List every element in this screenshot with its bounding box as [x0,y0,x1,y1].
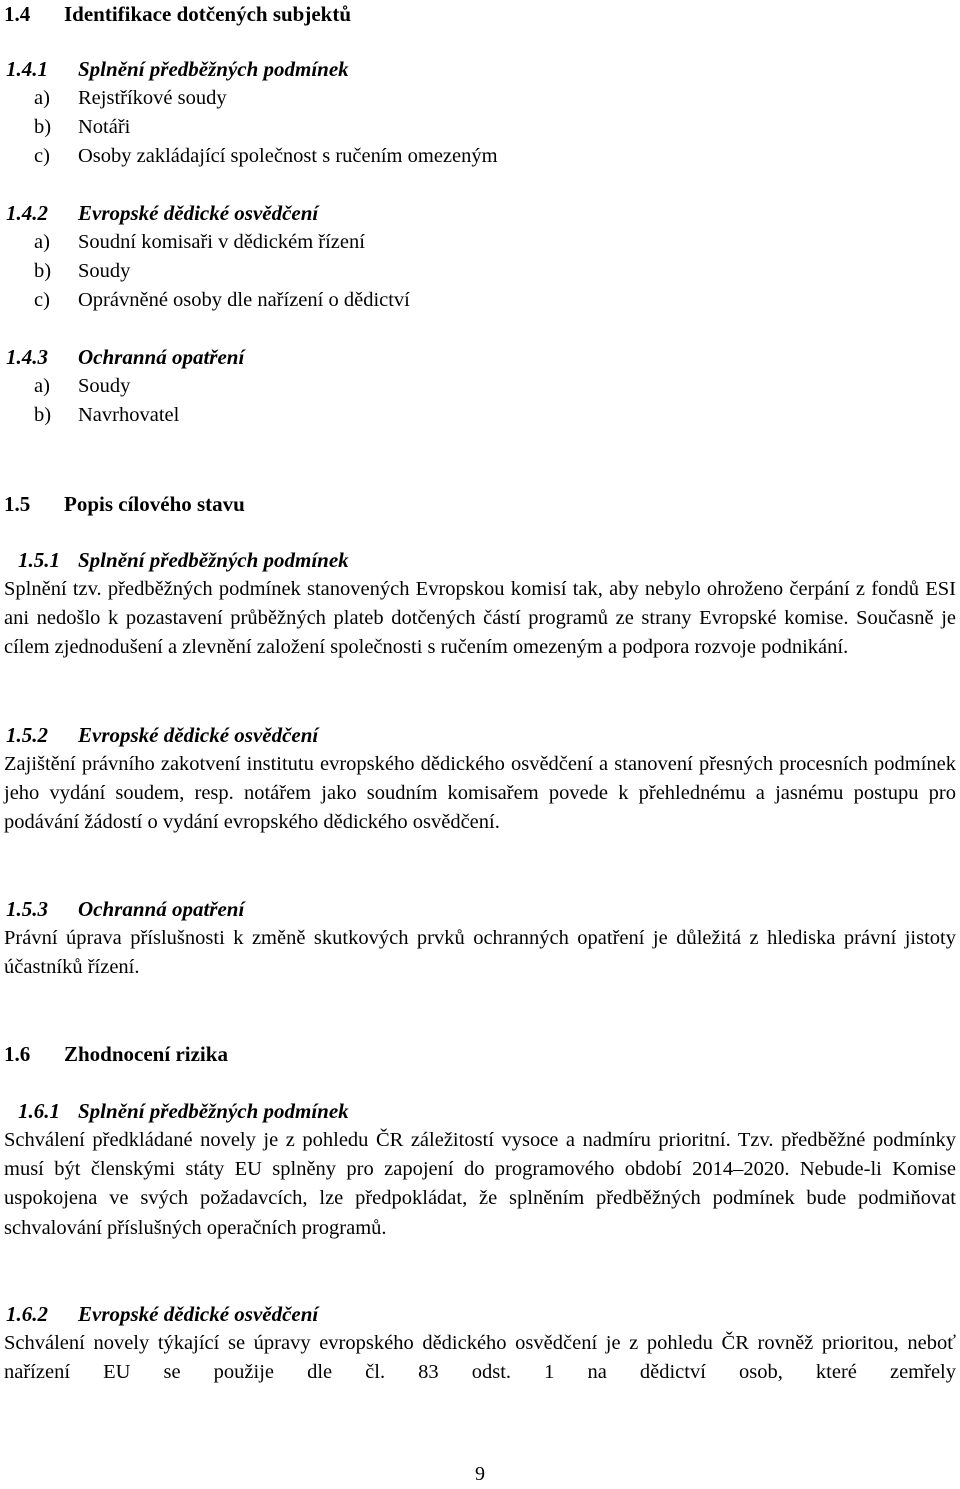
list-text: Osoby zakládající společnost s ručením omezeným [78,145,498,167]
subsection-number: 1.4.2 [6,201,48,225]
list-text: Oprávněné osoby dle nařízení o dědictví [78,289,410,311]
paragraph-1-5-3: Právní úprava příslušnosti k změně skutkových prvků ochranných opatření je důležitá z hlediska právní jistoty účastníků řízení. [4,927,956,979]
list-item [34,113,498,142]
subsection-heading-1-5-2 [6,721,318,750]
list-item [34,401,179,430]
list-text: Navrhovatel [78,404,180,426]
subsection-number: 1.5.3 [6,897,48,921]
subsection-title: Evropské dědické osvědčení [78,1302,319,1326]
list-1-4-2 [34,228,410,315]
section-title: Zhodnocení rizika [64,1042,228,1066]
list-marker: a) [34,87,50,109]
list-marker: a) [34,231,50,253]
subsection-heading-1-5-1 [18,546,349,575]
paragraph-1-5-2: Zajištění právního zakotvení institutu evropského dědického osvědčení a stanovení přesných procesních podmínek jeho vydání soudem, resp. notářem jako soudním komisařem povede k přehlednému a jasnému postupu pro podávání žádostí o vydání evropského dědického osvědčení. [4,753,956,834]
paragraph-1-6-1: Schválení předkládané novely je z pohledu ČR záležitostí vysoce a nadmíru prioritní. Tzv. předběžné podmínky musí být členskými státy EU splněny pro zapojení do programového období 2014–2020. Nebude-li Komise uspokojena ve svých požadavcích, lze předpokládat, že splněním předběžných podmínek bude podmiňovat schvalování příslušných operačních programů. [4,1129,956,1239]
subsection-number: 1.6.2 [6,1302,48,1326]
list-text: Soudy [78,260,131,282]
list-text: Notáři [78,116,131,138]
subsection-number: 1.4.3 [6,345,48,369]
subsection-title: Evropské dědické osvědčení [78,723,319,747]
section-title: Popis cílového stavu [64,492,245,516]
paragraph-1-6-2: Schválení novely týkající se úpravy evropského dědického osvědčení je z pohledu ČR rovněž prioritou, neboť nařízení EU se použije dle čl. 83 odst. 1 na dědictví osob, které zemřely [4,1332,956,1384]
list-marker: b) [34,260,52,282]
subsection-title: Splnění předběžných podmínek [78,548,349,572]
subsection-heading-1-5-3 [6,895,244,924]
list-marker: c) [34,289,50,311]
list-text: Rejstříkové soudy [78,87,227,109]
subsection-title: Splnění předběžných podmínek [78,57,349,81]
section-number: 1.4 [4,2,31,26]
list-text: Soudní komisaři v dědickém řízení [78,231,365,253]
subsection-title: Splnění předběžných podmínek [78,1099,349,1123]
subsection-heading-1-4-2 [6,199,318,228]
subsection-title: Ochranná opatření [78,897,245,921]
section-heading-1-5 [4,490,245,519]
list-item [34,372,179,401]
list-text: Soudy [78,375,131,397]
list-item [34,84,498,113]
subsection-heading-1-6-2 [6,1300,318,1329]
list-marker: b) [34,404,52,426]
list-item [34,228,410,257]
subsection-title: Ochranná opatření [78,345,245,369]
list-item [34,286,410,315]
subsection-heading-1-4-3 [6,343,244,372]
subsection-number: 1.6.1 [18,1099,60,1123]
list-marker: a) [34,375,50,397]
paragraph-1-5-1: Splnění tzv. předběžných podmínek stanovených Evropskou komisí tak, aby nebylo ohroženo čerpání z fondů ESI ani nedošlo k pozastavení průběžných plateb dotčených částí programů ze strany Evropské komise. Současně je cílem zjednodušení a zlevnění založení společnosti s ručením omezeným a podpora rozvoje podnikání. [4,578,956,659]
list-item [34,142,498,171]
list-marker: b) [34,116,52,138]
section-title: Identifikace dotčených subjektů [64,2,352,26]
section-number: 1.6 [4,1042,31,1066]
subsection-heading-1-4-1 [6,55,349,84]
section-heading-1-4 [4,0,351,29]
subsection-heading-1-6-1 [18,1097,349,1126]
section-number: 1.5 [4,492,31,516]
subsection-number: 1.5.1 [18,548,60,572]
list-marker: c) [34,145,50,167]
list-1-4-1 [34,84,498,171]
list-1-4-3 [34,372,179,430]
page-number: 9 [475,1463,485,1485]
subsection-number: 1.4.1 [6,57,48,81]
subsection-number: 1.5.2 [6,723,48,747]
list-item [34,257,410,286]
section-heading-1-6 [4,1040,228,1069]
subsection-title: Evropské dědické osvědčení [78,201,319,225]
